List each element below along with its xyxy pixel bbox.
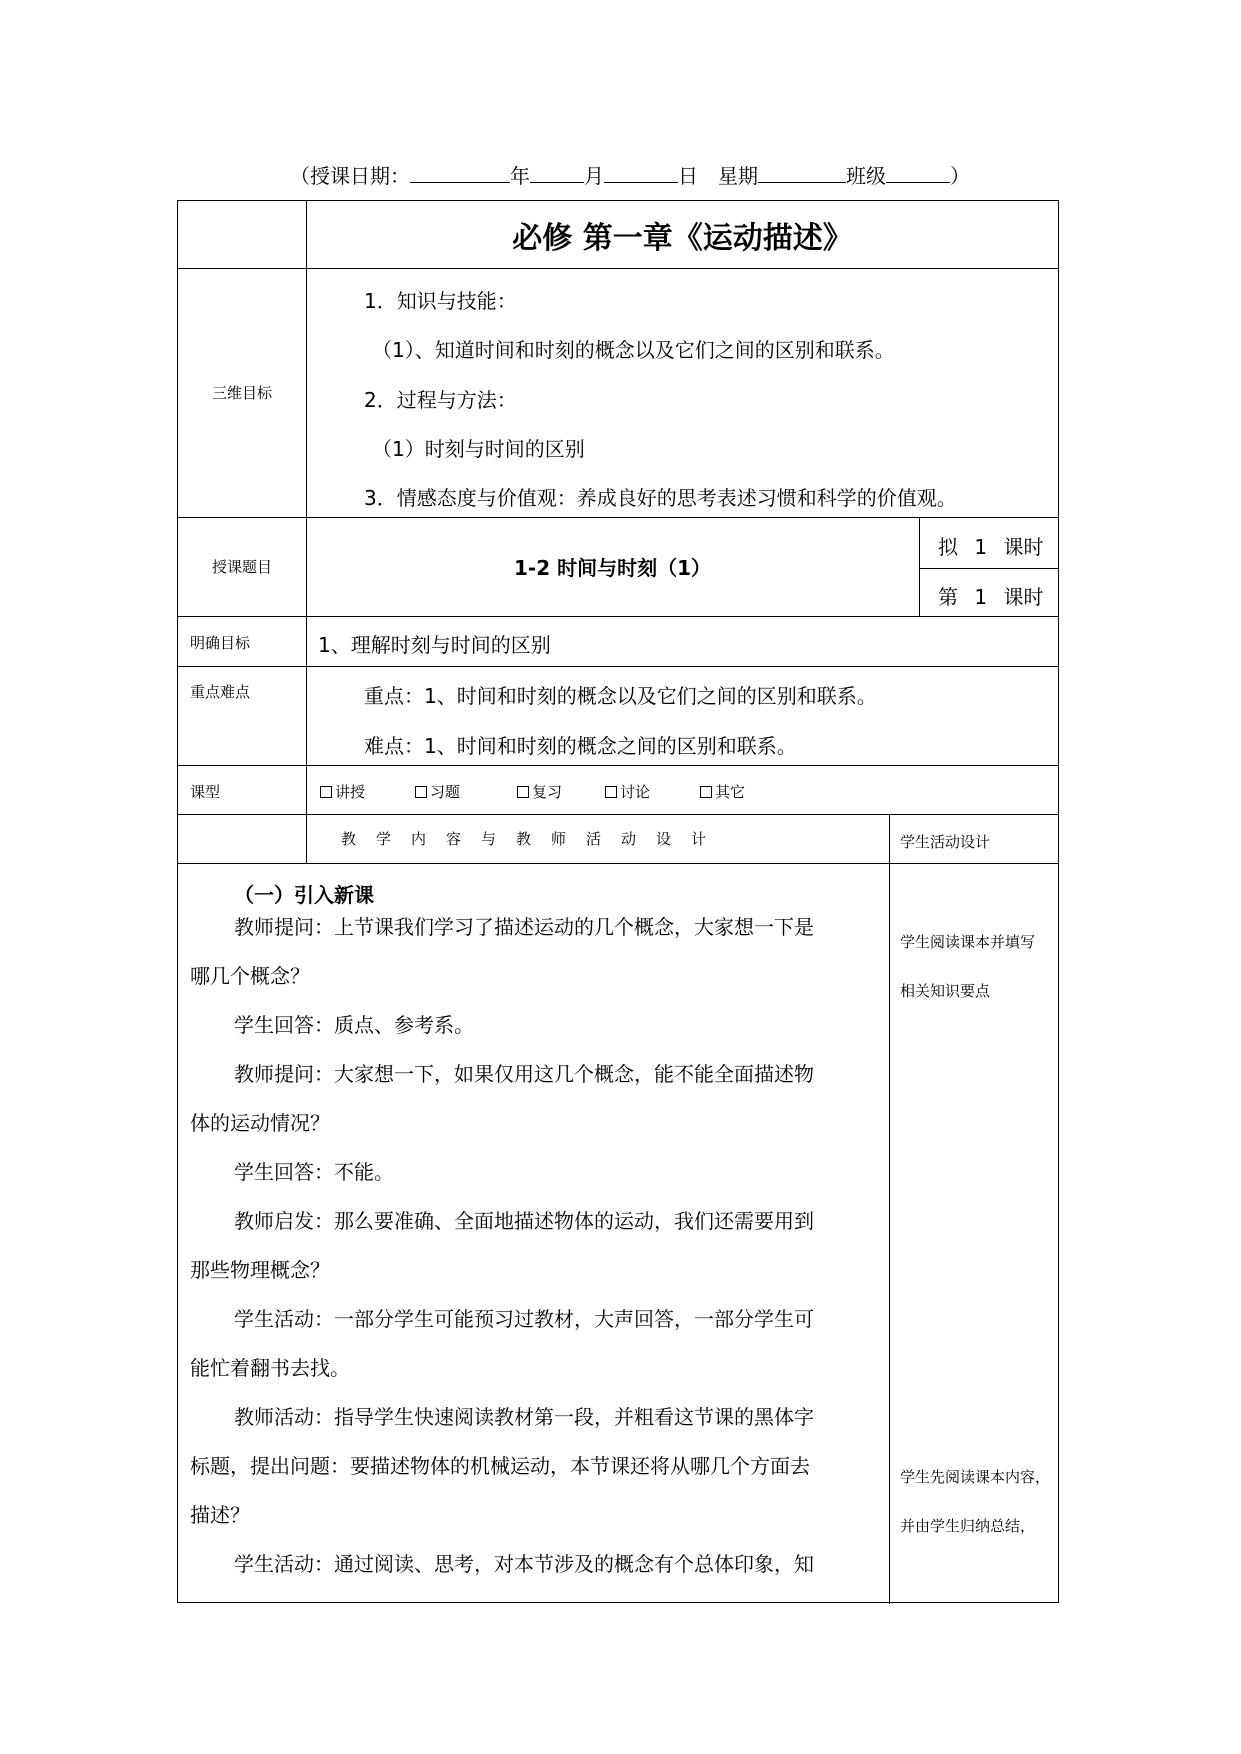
goal-line: （1）、知道时间和时刻的概念以及它们之间的区别和联系。 (372, 338, 895, 362)
goal-line: 1．知识与技能： (364, 289, 517, 313)
content-line: 标题，提出问题：要描述物体的机械运动，本节课还将从哪几个方面去 (190, 1454, 810, 1478)
class-blank (886, 166, 950, 183)
year-blank (410, 166, 510, 183)
goal-line: 3．情感态度与价值观：养成良好的思考表述习惯和科学的价值观。 (364, 486, 957, 510)
checkbox-icon (415, 786, 427, 798)
student-activity-line: 并由学生归纳总结， (900, 1517, 1036, 1535)
date-header (290, 160, 970, 189)
lesson-type-label: 课型 (190, 783, 221, 801)
content-heading: （一）引入新课 (234, 883, 374, 907)
content-line: 教师启发：那么要准确、全面地描述物体的运动，我们还需要用到 (234, 1209, 814, 1233)
content-section-header: 教学内容与教师活动设计 (340, 830, 726, 848)
checkbox-icon (700, 786, 712, 798)
goals-label: 三维目标 (211, 384, 272, 402)
class-label: 班级 (846, 164, 886, 188)
page-title: 必修 第一章《运动描述》 (512, 220, 853, 256)
lesson-type-option[interactable]: 复习 (517, 781, 562, 802)
content-line: 教师活动：指导学生快速阅读教材第一段，并粗看这节课的黑体字 (234, 1405, 814, 1429)
objective-value: 1、理解时刻与时间的区别 (318, 633, 551, 657)
lesson-type-option[interactable]: 习题 (415, 781, 460, 802)
week-label: 星期 (718, 164, 758, 188)
objective-label: 明确目标 (190, 634, 251, 652)
content-line: 学生回答：质点、参考系。 (234, 1013, 474, 1037)
student-section-header: 学生活动设计 (900, 833, 991, 851)
checkbox-icon (517, 786, 529, 798)
content-body (190, 903, 880, 1589)
topic-value: 1-2 时间与时刻（1） (513, 556, 711, 580)
week-blank (758, 166, 846, 183)
content-line: 教师提问：大家想一下，如果仅用这几个概念，能不能全面描述物 (234, 1062, 814, 1086)
content-line: 教师提问：上节课我们学习了描述运动的几个概念，大家想一下是 (234, 915, 814, 939)
month-blank (530, 166, 584, 183)
date-suffix: ） (950, 164, 970, 188)
planned-hours: 拟 1 课时 (938, 535, 1044, 559)
content-line: 能忙着翻书去找。 (190, 1356, 350, 1380)
current-hour: 第 1 课时 (938, 585, 1044, 609)
content-line: 学生回答：不能。 (234, 1160, 394, 1184)
lesson-plan-table (177, 200, 1059, 1603)
lesson-type-option[interactable]: 其它 (700, 781, 745, 802)
checkbox-icon (320, 786, 332, 798)
date-prefix: （授课日期： (290, 164, 410, 188)
checkbox-icon (605, 786, 617, 798)
goal-line: 2．过程与方法： (364, 388, 517, 412)
content-line: 学生活动：一部分学生可能预习过教材，大声回答，一部分学生可 (234, 1307, 814, 1331)
student-activity-line: 学生先阅读课本内容， (900, 1468, 1051, 1486)
content-line: 哪几个概念？ (190, 964, 310, 988)
lesson-type-option[interactable]: 讲授 (320, 781, 365, 802)
content-line: 描述？ (190, 1503, 250, 1527)
content-line: 学生活动：通过阅读、思考，对本节涉及的概念有个总体印象，知 (234, 1552, 814, 1576)
student-activity-line: 相关知识要点 (900, 982, 991, 1000)
content-line: 那些物理概念？ (190, 1258, 330, 1282)
topic-label: 授课题目 (211, 558, 272, 576)
lesson-type-option[interactable]: 讨论 (605, 781, 650, 802)
student-activity-line: 学生阅读课本并填写 (900, 933, 1036, 951)
day-label: 日 (678, 164, 698, 188)
year-label: 年 (510, 164, 530, 188)
content-line: 体的运动情况？ (190, 1111, 330, 1135)
month-label: 月 (584, 164, 604, 188)
keypoints-label: 重点难点 (190, 683, 251, 701)
goal-line: （1）时刻与时间的区别 (372, 437, 585, 461)
keypoint-key: 重点：1、时间和时刻的概念以及它们之间的区别和联系。 (364, 684, 877, 708)
day-blank (604, 166, 678, 183)
keypoint-difficulty: 难点：1、时间和时刻的概念之间的区别和联系。 (364, 734, 797, 758)
